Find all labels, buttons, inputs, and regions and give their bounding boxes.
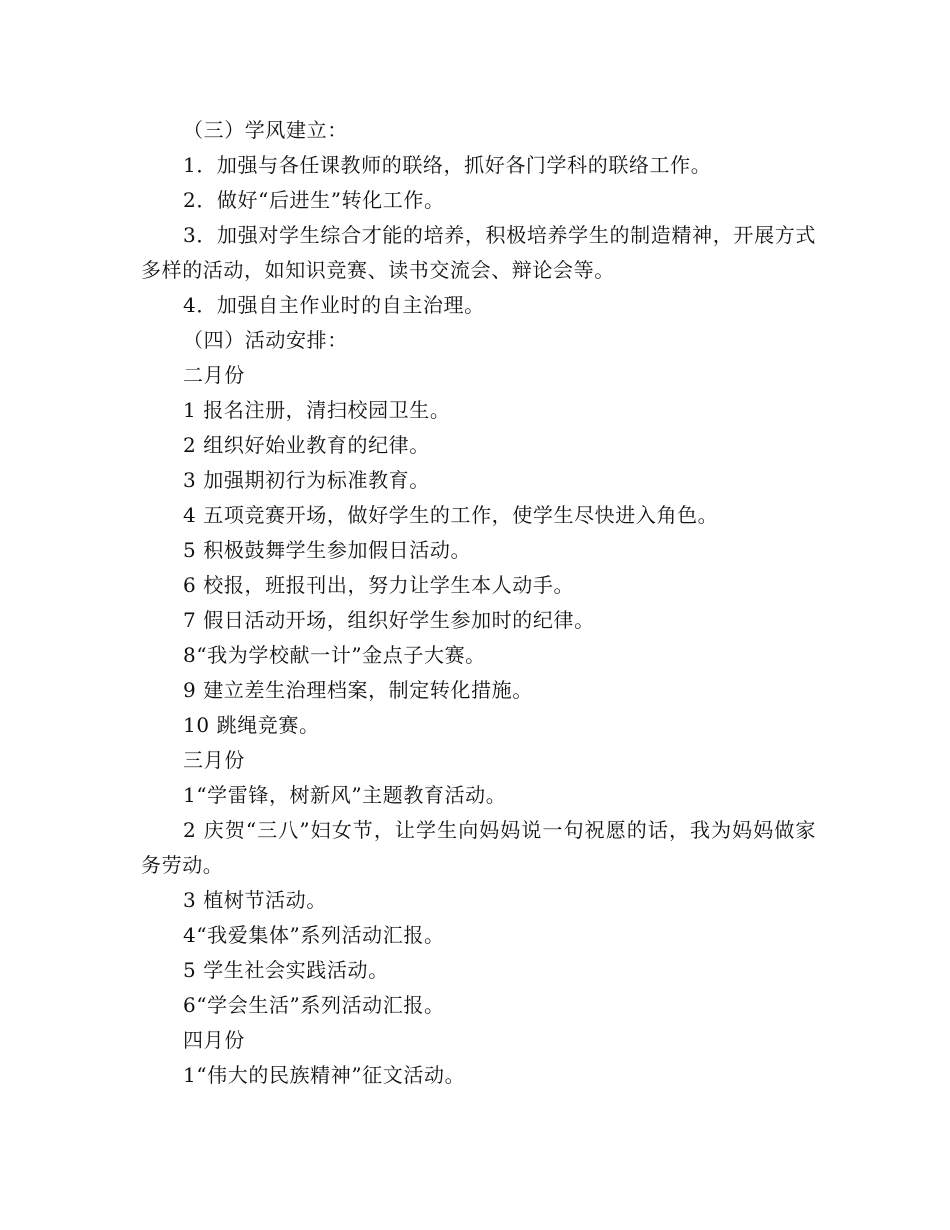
list-item: 3 植树节活动。 (183, 888, 327, 912)
list-item: 1“伟大的民族精神”征文活动。 (183, 1063, 466, 1087)
list-item: 6“学会生活”系列活动汇报。 (183, 993, 445, 1017)
list-item: 10 跳绳竞赛。 (183, 713, 320, 737)
list-item: 2 庆贺“三八”妇女节，让学生向妈妈说一句祝愿的话，我为妈妈做家务劳动。 (141, 818, 816, 877)
month-heading-april: 四月份 (183, 1028, 245, 1052)
list-item: 5 学生社会实践活动。 (183, 958, 389, 982)
list-item: 4 五项竞赛开场，做好学生的工作，使学生尽快进入角色。 (183, 503, 719, 527)
list-item: 4．加强自主作业时的自主治理。 (183, 293, 485, 317)
list-item: 1．加强与各任课教师的联络，抓好各门学科的联络工作。 (183, 153, 712, 177)
list-item: 6 校报，班报刊出，努力让学生本人动手。 (183, 573, 575, 597)
list-item: 1“学雷锋，树新风”主题教育活动。 (183, 783, 507, 807)
list-item: 9 建立差生治理档案，制定转化措施。 (183, 678, 533, 702)
list-item: 2．做好“后进生”转化工作。 (183, 188, 445, 212)
month-heading-march: 三月份 (183, 748, 245, 772)
list-item: 3．加强对学生综合才能的培养，积极培养学生的制造精神，开展方式多样的活动，如知识竞赛、读书交流会、辩论会等。 (141, 223, 816, 282)
list-item: 7 假日活动开场，组织好学生参加时的纪律。 (183, 608, 595, 632)
list-item: 3 加强期初行为标准教育。 (183, 468, 430, 492)
list-item: 1 报名注册，清扫校园卫生。 (183, 398, 451, 422)
section-heading-activities: （四）活动安排： (183, 328, 348, 352)
list-item: 2 组织好始业教育的纪律。 (183, 433, 430, 457)
list-item: 5 积极鼓舞学生参加假日活动。 (183, 538, 472, 562)
document-body (141, 113, 816, 1093)
section-heading-study-style: （三）学风建立： (183, 118, 348, 142)
list-item: 4“我爱集体”系列活动汇报。 (183, 923, 445, 947)
month-heading-february: 二月份 (183, 363, 245, 387)
list-item: 8“我为学校献一计”金点子大赛。 (183, 643, 486, 667)
